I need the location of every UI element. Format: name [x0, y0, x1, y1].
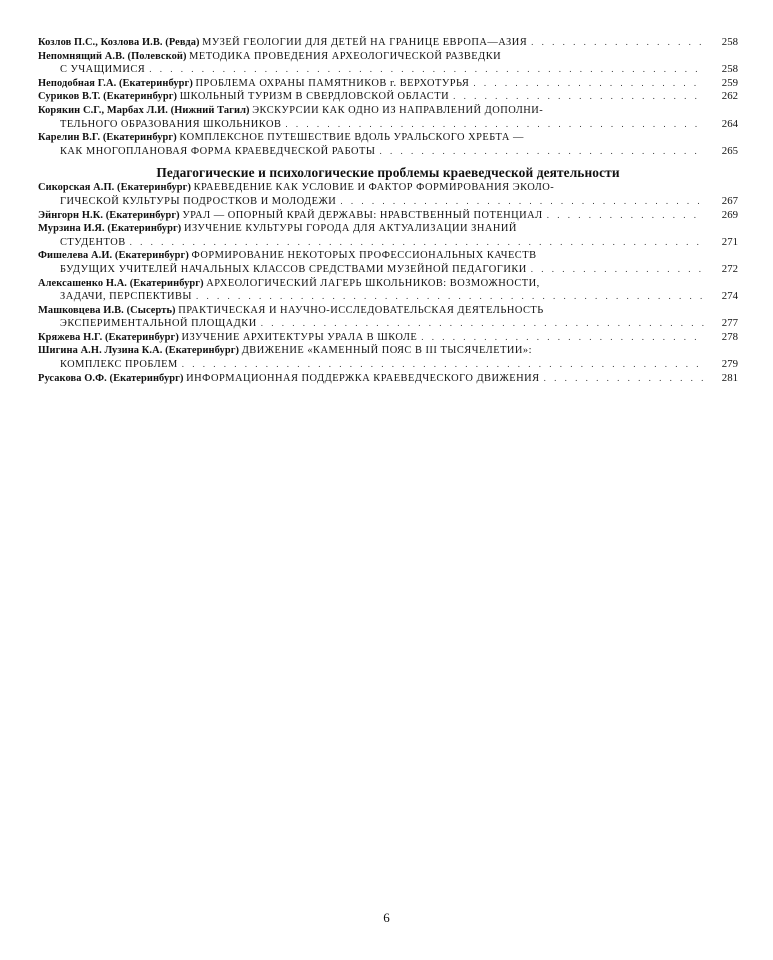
toc-entry-title: ИНФОРМАЦИОННАЯ ПОДДЕРЖКА КРАЕВЕДЧЕСКОГО ДВИЖЕНИЯ: [186, 372, 540, 384]
toc-entry-title: ТЕЛЬНОГО ОБРАЗОВАНИЯ ШКОЛЬНИКОВ: [60, 118, 282, 130]
toc-entry-line: [38, 372, 738, 386]
toc-entry-page: 274: [721, 290, 738, 303]
toc-entry-page: 262: [721, 90, 738, 103]
toc-entry: [38, 77, 738, 91]
toc-entry: [38, 104, 738, 131]
toc-entry-line: [38, 50, 738, 64]
dot-leader: [544, 372, 704, 386]
toc-entry-title: ФОРМИРОВАНИЕ НЕКОТОРЫХ ПРОФЕССИОНАЛЬНЫХ КАЧЕСТВ: [191, 250, 537, 262]
toc-entry-line: [38, 331, 738, 345]
toc-entry-title: ГИЧЕСКОЙ КУЛЬТУРЫ ПОДРОСТКОВ И МОЛОДЕЖИ: [60, 195, 337, 207]
toc-entry: [38, 50, 738, 77]
toc-entry-page: 281: [721, 371, 738, 384]
toc-entry-page: 259: [721, 76, 738, 89]
dot-leader: [453, 90, 704, 104]
toc-entry-author: Кряжева Н.Г. (Екатеринбург): [38, 331, 179, 343]
toc-entry-line: [38, 249, 738, 263]
toc-entry-line: [38, 77, 738, 91]
dot-leader: [196, 290, 704, 304]
toc-entry: [38, 304, 738, 331]
table-of-contents: [38, 36, 738, 385]
toc-entry-title: МЕТОДИКА ПРОВЕДЕНИЯ АРХЕОЛОГИЧЕСКОЙ РАЗВЕДКИ: [189, 50, 502, 62]
toc-entry-author: Корякин С.Г., Марбах Л.И. (Нижний Тагил): [38, 104, 250, 116]
toc-entry-author: Русакова О.Ф. (Екатеринбург): [38, 372, 184, 384]
toc-entry-title: КРАЕВЕДЕНИЕ КАК УСЛОВИЕ И ФАКТОР ФОРМИРОВАНИЯ ЭКОЛО-: [193, 182, 555, 194]
toc-entry-title: ИЗУЧЕНИЕ КУЛЬТУРЫ ГОРОДА ДЛЯ АКТУАЛИЗАЦИИ ЗНАНИЙ: [183, 223, 517, 235]
toc-entry-title: ШКОЛЬНЫЙ ТУРИЗМ В СВЕРДЛОВСКОЙ ОБЛАСТИ: [179, 91, 450, 103]
toc-entry-page: 258: [721, 36, 738, 48]
toc-entry: [38, 131, 738, 158]
toc-entry-title: КОМПЛЕКСНОЕ ПУТЕШЕСТВИЕ ВДОЛЬ УРАЛЬСКОГО ХРЕБТА —: [179, 132, 524, 144]
toc-entry-page: 267: [721, 194, 738, 207]
toc-entry: [38, 36, 738, 50]
toc-entry-line: [38, 118, 738, 132]
toc-entry-line: [38, 131, 738, 145]
dot-leader: [531, 263, 704, 277]
dot-leader: [421, 331, 704, 345]
toc-entry-line: [38, 195, 738, 209]
toc-entry-page: 272: [721, 262, 738, 275]
toc-entry: [38, 277, 738, 304]
toc-entry-page: 269: [721, 208, 738, 221]
dot-leader: [130, 236, 704, 250]
dot-leader: [473, 77, 704, 91]
toc-entry: [38, 331, 738, 345]
toc-entry-page: 271: [721, 235, 738, 248]
dot-leader: [285, 118, 704, 132]
toc-entry-author: Неподобная Г.А. (Екатеринбург): [38, 77, 193, 89]
toc-entry-line: [38, 317, 738, 331]
toc-entry: [38, 249, 738, 276]
toc-entry-line: [38, 277, 738, 291]
toc-entry-line: [38, 304, 738, 318]
toc-entry-title: ЭКСПЕРИМЕНТАЛЬНОЙ ПЛОЩАДКИ: [60, 318, 257, 330]
toc-entry-author: Мурзина И.Я. (Екатеринбург): [38, 223, 182, 235]
toc-entry-title: БУДУЩИХ УЧИТЕЛЕЙ НАЧАЛЬНЫХ КЛАССОВ СРЕДСТВАМИ МУЗЕЙНОЙ ПЕДАГОГИКИ: [60, 263, 527, 275]
toc-entry-title: ЭКСКУРСИИ КАК ОДНО ИЗ НАПРАВЛЕНИЙ ДОПОЛНИ-: [252, 104, 544, 116]
toc-entry-title: СТУДЕНТОВ: [60, 236, 126, 248]
section-heading: Педагогические и психологические проблемы краеведческой деятельности: [156, 165, 620, 181]
toc-entry-page: 279: [721, 358, 738, 371]
toc-entry-title: ПРАКТИЧЕСКАЯ И НАУЧНО-ИССЛЕДОВАТЕЛЬСКАЯ ДЕЯТЕЛЬНОСТЬ: [178, 304, 544, 316]
toc-entry-title: ИЗУЧЕНИЕ АРХИТЕКТУРЫ УРАЛА В ШКОЛЕ: [181, 331, 418, 343]
dot-leader: [379, 145, 704, 159]
toc-entry-page: 277: [721, 317, 738, 330]
toc-entry-title: ПРОБЛЕМА ОХРАНЫ ПАМЯТНИКОВ г. ВЕРХОТУРЬЯ: [195, 77, 470, 89]
dot-leader: [547, 209, 704, 223]
toc-entry-title: С УЧАЩИМИСЯ: [60, 64, 146, 76]
dot-leader: [261, 317, 704, 331]
toc-entry-author: Алексашенко Н.А. (Екатеринбург): [38, 277, 204, 289]
page-number: 6: [383, 910, 390, 925]
toc-entry-author: Машковцева И.В. (Сысерть): [38, 304, 176, 316]
toc-entry-author: Непомнящий А.В. (Полевской): [38, 50, 187, 62]
toc-entry-page: 278: [721, 330, 738, 343]
toc-entry-author: Фишелева А.И. (Екатеринбург): [38, 250, 189, 262]
toc-entry-line: [38, 63, 738, 77]
toc-entry-title: ЗАДАЧИ, ПЕРСПЕКТИВЫ: [60, 291, 192, 303]
toc-entry-author: Суриков В.Т. (Екатеринбург): [38, 91, 178, 103]
toc-entry-line: [38, 145, 738, 159]
toc-entry-line: [38, 358, 738, 372]
toc-top-list: [38, 36, 738, 158]
toc-entry-line: [38, 236, 738, 250]
toc-entry-page: 258: [721, 63, 738, 76]
toc-entry-page: 265: [721, 144, 738, 157]
toc-entry: [38, 344, 738, 371]
toc-entry-line: [38, 104, 738, 118]
toc-entry: [38, 372, 738, 386]
toc-entry-page: 264: [721, 117, 738, 130]
toc-entry-title: УРАЛ — ОПОРНЫЙ КРАЙ ДЕРЖАВЫ: НРАВСТВЕННЫЙ ПОТЕНЦИАЛ: [182, 209, 543, 221]
toc-entry-author: Сикорская А.П. (Екатеринбург): [38, 182, 192, 194]
toc-entry: [38, 209, 738, 223]
toc-entry-title: КОМПЛЕКС ПРОБЛЕМ: [60, 359, 178, 371]
toc-entry-line: [38, 90, 738, 104]
toc-entry-line: [38, 263, 738, 277]
toc-entry: [38, 222, 738, 249]
toc-entry-title: КАК МНОГОПЛАНОВАЯ ФОРМА КРАЕВЕДЧЕСКОЙ РАБОТЫ: [60, 145, 376, 157]
toc-entry-author: Шигина А.Н. Лузина К.А. (Екатеринбург): [38, 345, 240, 357]
toc-entry-line: [38, 344, 738, 358]
toc-entry: [38, 90, 738, 104]
toc-entry-title: АРХЕОЛОГИЧЕСКИЙ ЛАГЕРЬ ШКОЛЬНИКОВ: ВОЗМОЖНОСТИ,: [206, 277, 540, 289]
dot-leader: [340, 195, 704, 209]
toc-entry-line: [38, 209, 738, 223]
toc-entry-author: Эйнгорн Н.К. (Екатеринбург): [38, 209, 180, 221]
toc-entry: [38, 181, 738, 208]
toc-entry-line: [38, 290, 738, 304]
dot-leader: [531, 36, 704, 50]
dot-leader: [182, 358, 704, 372]
toc-entry-line: [38, 181, 738, 195]
toc-entry-line: [38, 222, 738, 236]
dot-leader: [149, 63, 704, 77]
toc-entry-line: [38, 36, 738, 50]
toc-entry-title: МУЗЕЙ ГЕОЛОГИИ ДЛЯ ДЕТЕЙ НА ГРАНИЦЕ ЕВРОПА—АЗИЯ: [202, 37, 528, 48]
toc-entry-author: Карелин В.Г. (Екатеринбург): [38, 132, 177, 144]
toc-entry-author: Козлов П.С., Козлова И.В. (Ревда): [38, 37, 200, 48]
toc-entry-title: ДВИЖЕНИЕ «КАМЕННЫЙ ПОЯС В III ТЫСЯЧЕЛЕТИИ»:: [241, 345, 533, 357]
toc-bottom-list: [38, 181, 738, 385]
